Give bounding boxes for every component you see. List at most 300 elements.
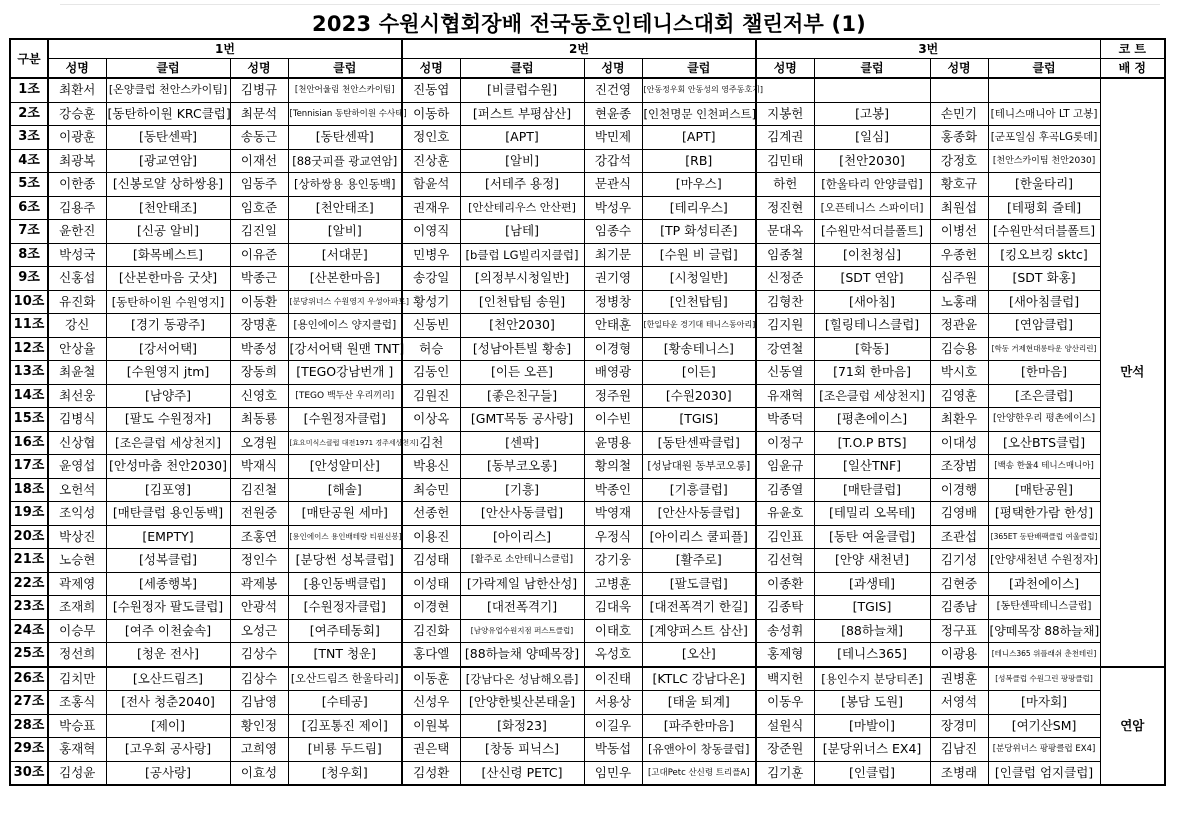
player-name: 정관윤: [930, 314, 988, 338]
player-club: [화목베스트]: [106, 243, 230, 267]
player-club: [365ET 동탄배팩클럽 여울클럽]: [988, 525, 1100, 549]
player-name: 최문석: [230, 102, 288, 126]
group-number: 23조: [10, 596, 48, 620]
table-row: [10, 408, 1165, 432]
player-name: 신동열: [756, 361, 814, 385]
player-name: 김천: [402, 431, 460, 455]
player-club: [안양 새천년]: [814, 549, 930, 573]
player-club: [군포일심 후곡LG롯데]: [988, 126, 1100, 150]
player-name: 현윤종: [584, 102, 642, 126]
player-name: 최동룡: [230, 408, 288, 432]
player-club: [88굿피플 광교연암]: [288, 149, 402, 173]
player-club: [동탄센팍테니스클럽]: [988, 596, 1100, 620]
player-name: 임호준: [230, 196, 288, 220]
group-number: 25조: [10, 643, 48, 667]
player-club: [경기 동광주]: [106, 314, 230, 338]
player-club: [가락제일 남한산성]: [460, 572, 584, 596]
player-name: 지봉헌: [756, 102, 814, 126]
player-name: 민병우: [402, 243, 460, 267]
bracket-table: [9, 38, 1166, 786]
player-club: [인천탑팀]: [642, 290, 756, 314]
player-club: [의정부시청일반]: [460, 267, 584, 291]
player-club: [동탄센팍클럽]: [642, 431, 756, 455]
player-club: [천안2030]: [460, 314, 584, 338]
player-club: [서테주 용정]: [460, 173, 584, 197]
player-name: 박승표: [48, 714, 106, 738]
player-club: [과생테]: [814, 572, 930, 596]
player-name: [930, 78, 988, 102]
player-name: 황의철: [584, 455, 642, 479]
player-club: [수원정자클럽]: [288, 596, 402, 620]
player-name: 강승훈: [48, 102, 106, 126]
player-club: [이든 오픈]: [460, 361, 584, 385]
player-club: [서대문]: [288, 243, 402, 267]
top-tab-strip: [60, 0, 1160, 5]
table-row: [10, 102, 1165, 126]
player-club: [수원만석더블폴트]: [988, 220, 1100, 244]
player-name: 박용신: [402, 455, 460, 479]
player-name: 진건영: [584, 78, 642, 102]
page-title: 2023 수원시협회장배 전국동호인테니스대회 챌린저부 (1): [312, 12, 866, 36]
player-name: 강연철: [756, 337, 814, 361]
player-name: 윤영섭: [48, 455, 106, 479]
player-club: [매탄공원 세마]: [288, 502, 402, 526]
player-name: 황성기: [402, 290, 460, 314]
group-number: 3조: [10, 126, 48, 150]
group-number: 15조: [10, 408, 48, 432]
player-club: [조은클럽]: [988, 384, 1100, 408]
player-name: 전원중: [230, 502, 288, 526]
player-club: [기흥]: [460, 478, 584, 502]
player-club: [고우회 공사랑]: [106, 738, 230, 762]
table-row: [10, 619, 1165, 643]
player-name: 김성환: [402, 761, 460, 785]
table-row: [10, 643, 1165, 667]
player-club: [EMPTY]: [106, 525, 230, 549]
player-name: 이영직: [402, 220, 460, 244]
player-club: [팔도클럽]: [642, 572, 756, 596]
player-club: [청우회]: [288, 761, 402, 785]
player-name: 김진화: [402, 619, 460, 643]
player-name: 손민기: [930, 102, 988, 126]
player-club: [814, 78, 930, 102]
header-group-2: 2번: [402, 39, 756, 59]
player-name: 신상협: [48, 431, 106, 455]
player-name: 김용주: [48, 196, 106, 220]
player-name: 우종헌: [930, 243, 988, 267]
player-club: [알비]: [460, 149, 584, 173]
player-club: [테리우스]: [642, 196, 756, 220]
player-name: 이대성: [930, 431, 988, 455]
player-name: 진상훈: [402, 149, 460, 173]
player-name: 정인수: [230, 549, 288, 573]
player-club: [아이리스]: [460, 525, 584, 549]
player-name: 홍제형: [756, 643, 814, 667]
player-club: [천안어울림 천안스카이팀]: [288, 78, 402, 102]
player-name: 김치만: [48, 667, 106, 691]
player-club: [T.O.P BTS]: [814, 431, 930, 455]
player-club: [유앤아이 창동클럽]: [642, 738, 756, 762]
player-club: [RB]: [642, 149, 756, 173]
player-club: [온양클럽 천안스카이팀]: [106, 78, 230, 102]
player-club: [남양유업수원지점 퍼스트클럽]: [460, 619, 584, 643]
group-number: 7조: [10, 220, 48, 244]
player-name: 김기성: [930, 549, 988, 573]
header-court-2: 배 정: [1100, 59, 1165, 79]
player-club: [평택한가람 한성]: [988, 502, 1100, 526]
player-name: 이병선: [930, 220, 988, 244]
player-club: [인천명문 인천퍼스트]: [642, 102, 756, 126]
player-name: 허승: [402, 337, 460, 361]
player-name: 정선희: [48, 643, 106, 667]
group-number: 24조: [10, 619, 48, 643]
player-name: 박성우: [584, 196, 642, 220]
player-name: 신정준: [756, 267, 814, 291]
group-number: 20조: [10, 525, 48, 549]
player-club: [분당썬 성복클럽]: [288, 549, 402, 573]
player-name: 김상수: [230, 667, 288, 691]
player-name: 안광석: [230, 596, 288, 620]
group-number: 9조: [10, 267, 48, 291]
player-club: [동탄 여울클럽]: [814, 525, 930, 549]
player-name: 곽제봉: [230, 572, 288, 596]
header-name: 성명: [48, 59, 106, 79]
player-club: [안산사동클럽]: [460, 502, 584, 526]
player-club: [새아침클럽]: [988, 290, 1100, 314]
player-name: 이경행: [930, 478, 988, 502]
player-club: [마발이]: [814, 714, 930, 738]
player-name: 이원복: [402, 714, 460, 738]
player-club: [용인수지 분당티존]: [814, 667, 930, 691]
player-club: [안성마춤 천안2030]: [106, 455, 230, 479]
player-club: [매탄공원]: [988, 478, 1100, 502]
player-name: 임동주: [230, 173, 288, 197]
player-club: [활주로 소안테니스클럽]: [460, 549, 584, 573]
player-name: 권재우: [402, 196, 460, 220]
player-name: 이광용: [930, 643, 988, 667]
player-name: 박종덕: [756, 408, 814, 432]
player-club: [마우스]: [642, 173, 756, 197]
player-club: [신봉로얄 상하쌍용]: [106, 173, 230, 197]
player-club: [제이]: [106, 714, 230, 738]
player-club: [파주한마음]: [642, 714, 756, 738]
player-club: [용인에이스 양지클럽]: [288, 314, 402, 338]
player-club: [강서어택]: [106, 337, 230, 361]
player-name: 이동환: [230, 290, 288, 314]
player-name: 이승무: [48, 619, 106, 643]
player-name: 장동희: [230, 361, 288, 385]
player-name: 권기영: [584, 267, 642, 291]
table-row: [10, 173, 1165, 197]
player-club: [인클럽 엄지클럽]: [988, 761, 1100, 785]
player-club: [테밀리 오목테]: [814, 502, 930, 526]
player-club: [학동 거제현대롱타운 양산리린]: [988, 337, 1100, 361]
player-club: [용인동백클럽]: [288, 572, 402, 596]
player-name: 함윤석: [402, 173, 460, 197]
player-name: 진동엽: [402, 78, 460, 102]
player-club: [성복클럽]: [106, 549, 230, 573]
player-club: [88하늘채]: [814, 619, 930, 643]
player-club: [시청일반]: [642, 267, 756, 291]
player-name: 장준원: [756, 738, 814, 762]
group-number: 13조: [10, 361, 48, 385]
header-name: 성명: [756, 59, 814, 79]
table-row: [10, 243, 1165, 267]
player-club: [테니스365 위플래쉬 춘천테린]: [988, 643, 1100, 667]
court-assignment-b: 연암: [1100, 667, 1165, 786]
player-name: 최광복: [48, 149, 106, 173]
player-name: 서용상: [584, 691, 642, 715]
group-number: 29조: [10, 738, 48, 762]
player-club: [분당위너스 수원영지 우성아파트]: [288, 290, 402, 314]
player-name: 김선혁: [756, 549, 814, 573]
player-name: 이한종: [48, 173, 106, 197]
player-club: [TNT 청운]: [288, 643, 402, 667]
player-name: 신성우: [402, 691, 460, 715]
group-number: 16조: [10, 431, 48, 455]
player-name: 송동근: [230, 126, 288, 150]
header-gubun: 구분: [10, 39, 48, 78]
player-club: [매탄클럽 용인동백]: [106, 502, 230, 526]
player-name: 조장범: [930, 455, 988, 479]
player-name: 강기웅: [584, 549, 642, 573]
player-name: 김진일: [230, 220, 288, 244]
player-club: [TGIS]: [814, 596, 930, 620]
player-club: [테니스365]: [814, 643, 930, 667]
player-name: 노홍래: [930, 290, 988, 314]
player-name: 백지헌: [756, 667, 814, 691]
player-club: [힐링테니스클럽]: [814, 314, 930, 338]
player-name: 김기훈: [756, 761, 814, 785]
player-club: [안양새천년 수원정자]: [988, 549, 1100, 573]
table-row: [10, 761, 1165, 785]
group-number: 10조: [10, 290, 48, 314]
player-club: [화정23]: [460, 714, 584, 738]
table-row: [10, 549, 1165, 573]
player-club: [창동 피닉스]: [460, 738, 584, 762]
player-club: [공사랑]: [106, 761, 230, 785]
table-row: [10, 267, 1165, 291]
player-club: [테평회 즐테]: [988, 196, 1100, 220]
player-name: 김종탁: [756, 596, 814, 620]
table-row: [10, 361, 1165, 385]
player-club: [분당위너스 팡팡클럽 EX4]: [988, 738, 1100, 762]
player-name: 김종남: [930, 596, 988, 620]
player-name: 이종환: [756, 572, 814, 596]
player-club: [오산드림즈 한울타리]: [288, 667, 402, 691]
player-club: [APT]: [642, 126, 756, 150]
player-name: 박민제: [584, 126, 642, 150]
player-club: [강서어택 원맨 TNT]: [288, 337, 402, 361]
player-name: 신홍섭: [48, 267, 106, 291]
table-row: [10, 431, 1165, 455]
player-club: [일심]: [814, 126, 930, 150]
player-name: 안상율: [48, 337, 106, 361]
player-name: 이광훈: [48, 126, 106, 150]
table-row: [10, 667, 1165, 691]
header-club: 클럽: [814, 59, 930, 79]
player-name: 김남영: [230, 691, 288, 715]
player-club: [비룡 두드림]: [288, 738, 402, 762]
player-club: [한마음]: [988, 361, 1100, 385]
player-club: [새아침]: [814, 290, 930, 314]
player-club: [태울 퇴계]: [642, 691, 756, 715]
player-club: [과천에이스]: [988, 572, 1100, 596]
table-row: [10, 149, 1165, 173]
player-club: [일산TNF]: [814, 455, 930, 479]
player-name: 이용진: [402, 525, 460, 549]
table-row: [10, 384, 1165, 408]
player-name: 선종헌: [402, 502, 460, 526]
player-name: 우정식: [584, 525, 642, 549]
table-row: [10, 572, 1165, 596]
player-club: [양떼목장 88하늘채]: [988, 619, 1100, 643]
player-name: 이경현: [402, 596, 460, 620]
header-group-1: 1번: [48, 39, 402, 59]
player-name: 김진철: [230, 478, 288, 502]
group-number: 26조: [10, 667, 48, 691]
player-name: 장명훈: [230, 314, 288, 338]
table-row: [10, 337, 1165, 361]
player-club: [동탄센팍]: [288, 126, 402, 150]
player-name: 이재선: [230, 149, 288, 173]
group-number: 28조: [10, 714, 48, 738]
group-number: 17조: [10, 455, 48, 479]
player-club: [평촌에이스]: [814, 408, 930, 432]
player-club: [KTLC 강남다온]: [642, 667, 756, 691]
player-club: [효요미식스클럽 대전1971 경주세상천지]: [288, 431, 402, 455]
player-name: 이정구: [756, 431, 814, 455]
table-row: [10, 455, 1165, 479]
player-name: 윤한진: [48, 220, 106, 244]
player-name: 정구표: [930, 619, 988, 643]
player-club: [한일타운 경기대 테니스동아리]: [642, 314, 756, 338]
player-club: [안양한빛산본태울]: [460, 691, 584, 715]
player-club: [b클럽 LG빌리지클럽]: [460, 243, 584, 267]
player-name: 김성윤: [48, 761, 106, 785]
player-name: 정진현: [756, 196, 814, 220]
player-name: 임종철: [756, 243, 814, 267]
player-club: [비클럽수원]: [460, 78, 584, 102]
player-club: [알비]: [288, 220, 402, 244]
player-name: 심주원: [930, 267, 988, 291]
player-name: 이효성: [230, 761, 288, 785]
player-name: 송강일: [402, 267, 460, 291]
player-club: [센팍]: [460, 431, 584, 455]
header-name: 성명: [402, 59, 460, 79]
player-name: 이경형: [584, 337, 642, 361]
player-club: [수원정자클럽]: [288, 408, 402, 432]
player-club: [봉담 도원]: [814, 691, 930, 715]
group-number: 12조: [10, 337, 48, 361]
player-club: [수테공]: [288, 691, 402, 715]
player-club: [세종행복]: [106, 572, 230, 596]
player-club: [오픈테니스 스파이더]: [814, 196, 930, 220]
player-club: [이든]: [642, 361, 756, 385]
player-club: [동탄하이원 KRC클럽]: [106, 102, 230, 126]
player-club: [안동정우회 안동성의 영주동호기]: [642, 78, 756, 102]
player-name: 최승민: [402, 478, 460, 502]
player-club: [동탄센팍]: [106, 126, 230, 150]
player-name: 임민우: [584, 761, 642, 785]
player-name: 홍종화: [930, 126, 988, 150]
player-club: [팔도 수원정자]: [106, 408, 230, 432]
player-club: [천안2030]: [814, 149, 930, 173]
player-club: [황송테니스]: [642, 337, 756, 361]
player-name: 박영재: [584, 502, 642, 526]
player-name: 곽제영: [48, 572, 106, 596]
player-name: 문관식: [584, 173, 642, 197]
player-club: [TP 화성티존]: [642, 220, 756, 244]
table-row: [10, 691, 1165, 715]
player-name: 박시호: [930, 361, 988, 385]
player-name: 홍다엘: [402, 643, 460, 667]
header-name: 성명: [230, 59, 288, 79]
player-name: 이동우: [756, 691, 814, 715]
table-row: [10, 126, 1165, 150]
table-row: [10, 196, 1165, 220]
header-club: 클럽: [988, 59, 1100, 79]
header-club: 클럽: [642, 59, 756, 79]
player-club: [천안태조]: [288, 196, 402, 220]
player-name: 이수빈: [584, 408, 642, 432]
player-name: 정병창: [584, 290, 642, 314]
player-name: 서영석: [930, 691, 988, 715]
header-club: 클럽: [460, 59, 584, 79]
player-club: [조은클럽 세상천지]: [106, 431, 230, 455]
group-number: 11조: [10, 314, 48, 338]
player-club: [남테]: [460, 220, 584, 244]
player-name: 황인정: [230, 714, 288, 738]
player-club: [용인에이스 용인배테랑 티원신봉]: [288, 525, 402, 549]
player-name: 박종인: [584, 478, 642, 502]
player-club: [산신령 PETC]: [460, 761, 584, 785]
player-club: [안산테리우스 안산편]: [460, 196, 584, 220]
player-club: [테니스매니아 LT 고봉]: [988, 102, 1100, 126]
header-club: 클럽: [106, 59, 230, 79]
player-club: [71회 한마음]: [814, 361, 930, 385]
player-name: 김병규: [230, 78, 288, 102]
player-name: 권병훈: [930, 667, 988, 691]
player-name: 김지원: [756, 314, 814, 338]
player-name: 박종성: [230, 337, 288, 361]
player-name: 배영광: [584, 361, 642, 385]
player-club: [988, 78, 1100, 102]
group-number: 19조: [10, 502, 48, 526]
court-assignment-a: 만석: [1100, 78, 1165, 667]
player-name: 노승현: [48, 549, 106, 573]
player-club: [산본한마음 굿샷]: [106, 267, 230, 291]
player-club: [좋은친구들]: [460, 384, 584, 408]
player-name: 정인호: [402, 126, 460, 150]
player-name: 김성태: [402, 549, 460, 573]
table-row: [10, 478, 1165, 502]
group-number: 14조: [10, 384, 48, 408]
player-club: [여기산SM]: [988, 714, 1100, 738]
player-name: 김인표: [756, 525, 814, 549]
player-name: 강정호: [930, 149, 988, 173]
player-name: 김승용: [930, 337, 988, 361]
player-name: 조재희: [48, 596, 106, 620]
player-name: 이성태: [402, 572, 460, 596]
player-club: [강남다온 성남해오름]: [460, 667, 584, 691]
player-name: 신영호: [230, 384, 288, 408]
player-name: 장경미: [930, 714, 988, 738]
player-name: 황호규: [930, 173, 988, 197]
player-name: 김영배: [930, 502, 988, 526]
player-club: [대전폭격기 한길]: [642, 596, 756, 620]
player-name: 박재식: [230, 455, 288, 479]
